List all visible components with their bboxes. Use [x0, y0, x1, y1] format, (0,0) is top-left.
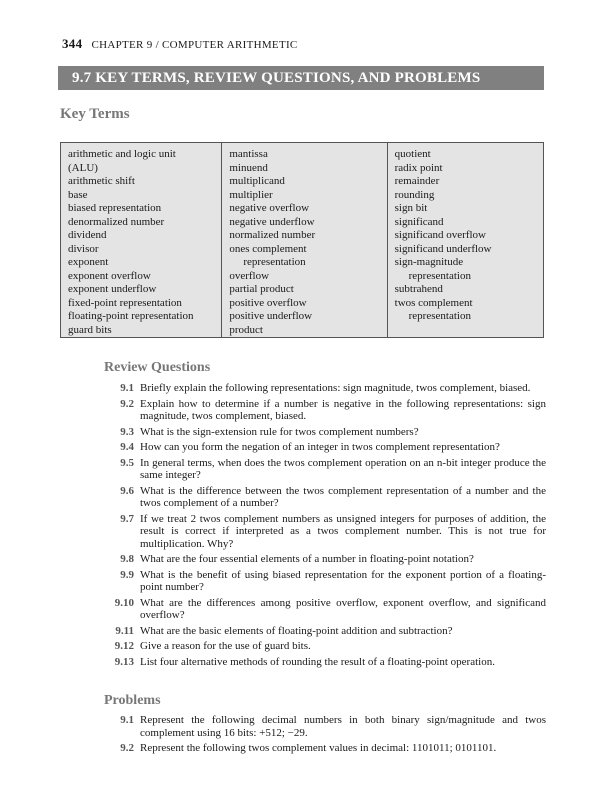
key-term: arithmetic and logic unit [68, 148, 176, 160]
key-term: radix point [394, 161, 443, 174]
key-term: significand [394, 215, 444, 228]
question-text: What is the benefit of using biased representation for the exponent portion of a floating-point number? [140, 568, 546, 593]
key-term: product [229, 323, 263, 336]
key-term: representation [243, 256, 306, 268]
key-term: floating-point representation [68, 310, 194, 322]
key-term: positive overflow [229, 296, 307, 309]
question-text: List four alternative methods of rounding the result of a floating-point operation. [140, 655, 495, 668]
key-term: arithmetic shift [68, 175, 135, 187]
question-number: 9.5 [120, 456, 134, 469]
key-term: significand underflow [394, 242, 492, 255]
key-term: representation [408, 269, 471, 282]
key-term: sign bit [394, 202, 428, 214]
question-text: In general terms, when does the twos complement operation on an n-bit integer produce the same integer? [140, 456, 546, 481]
key-term: biased representation [68, 202, 162, 214]
problem [104, 742, 546, 755]
review-question [104, 597, 546, 622]
key-term: ones complement [229, 242, 307, 255]
question-text: How can you form the negation of an integer in twos complement representation? [140, 441, 500, 453]
review-question [104, 625, 546, 638]
key-term: exponent overflow [68, 269, 151, 282]
problem-text: Represent the following twos complement values in decimal: 1101011; 0101101. [140, 742, 497, 754]
question-text: Give a reason for the use of guard bits. [140, 640, 311, 652]
question-number: 9.2 [120, 397, 134, 410]
key-terms-column-2 [221, 143, 386, 337]
question-number: 9.7 [120, 512, 134, 525]
review-question [104, 513, 546, 551]
question-text: What are the four essential elements of a number in floating-point notation? [140, 553, 474, 565]
key-term: negative overflow [229, 202, 310, 214]
review-question [104, 553, 546, 566]
review-question [104, 656, 546, 669]
review-question [104, 382, 546, 395]
key-term: rounding [394, 188, 435, 201]
key-term: divisor [68, 242, 99, 255]
key-terms-heading: Key Terms [60, 106, 130, 122]
key-term: multiplier [229, 188, 273, 201]
key-term: negative underflow [229, 215, 315, 228]
key-term: normalized number [229, 229, 316, 241]
chapter-title: CHAPTER 9 / COMPUTER ARITHMETIC [91, 39, 298, 51]
question-number: 9.12 [114, 640, 134, 652]
key-term: sign-magnitude [394, 256, 464, 268]
key-term: quotient [394, 148, 431, 160]
key-term: denormalized number [68, 215, 165, 228]
key-terms-column-1 [61, 143, 221, 337]
review-question [104, 569, 546, 594]
question-number: 9.9 [120, 568, 134, 581]
question-number: 9.10 [114, 596, 134, 609]
problem-number: 9.2 [120, 742, 134, 754]
key-term: remainder [394, 175, 440, 187]
problem-number: 9.1 [120, 714, 134, 726]
key-term: twos complement [394, 296, 473, 309]
question-number: 9.6 [120, 484, 134, 497]
problem [104, 714, 546, 739]
key-term: (ALU) [68, 161, 98, 174]
key-term: representation [408, 310, 471, 322]
review-questions-list [104, 382, 546, 671]
key-term: exponent [68, 256, 109, 268]
key-term: fixed-point representation [68, 296, 182, 309]
review-question [104, 426, 546, 439]
key-term: partial product [229, 283, 294, 295]
review-question [104, 398, 546, 423]
key-term: base [68, 188, 88, 201]
running-head [62, 36, 298, 52]
section-banner: 9.7 KEY TERMS, REVIEW QUESTIONS, AND PROBLEMS [58, 66, 544, 90]
question-text: What is the difference between the twos complement representation of a number and the twos complement of a number? [140, 484, 546, 509]
key-term: dividend [68, 229, 107, 241]
key-terms-table [60, 142, 544, 338]
question-number: 9.4 [120, 441, 134, 453]
question-number: 9.11 [115, 624, 134, 637]
question-number: 9.3 [120, 425, 134, 438]
question-text: What are the differences among positive overflow, exponent overflow, and significand overflow? [140, 596, 546, 621]
key-term: overflow [229, 269, 270, 282]
question-number: 9.13 [114, 655, 134, 668]
question-text: What is the sign-extension rule for twos complement numbers? [140, 425, 419, 438]
key-term: positive underflow [229, 310, 313, 322]
question-number: 9.1 [120, 382, 134, 394]
page-number: 344 [62, 36, 83, 51]
review-question [104, 640, 546, 653]
key-term: minuend [229, 161, 268, 174]
key-term: exponent underflow [68, 283, 157, 295]
review-question [104, 441, 546, 454]
key-term: subtrahend [394, 283, 443, 295]
key-term: mantissa [229, 148, 268, 160]
problems-list [104, 714, 546, 758]
question-text: If we treat 2 twos complement numbers as unsigned integers for purposes of addition, the result is correct if interpreted as a twos complement number. This is not true for multiplication. Why? [140, 512, 546, 550]
key-term: multiplicand [229, 175, 285, 187]
key-term: guard bits [68, 323, 112, 336]
review-questions-heading: Review Questions [104, 360, 211, 375]
question-number: 9.8 [120, 553, 134, 565]
key-term: significand overflow [394, 229, 486, 241]
problems-heading: Problems [104, 693, 161, 708]
key-terms-column-3 [387, 143, 543, 337]
question-text: Explain how to determine if a number is negative in the following representations: sign magnitude, twos complement, biased. [140, 397, 546, 422]
review-question [104, 457, 546, 482]
review-question [104, 485, 546, 510]
problem-text: Represent the following decimal numbers in both binary sign/magnitude and twos complement using 16 bits: +512; −29. [140, 714, 546, 739]
question-text: Briefly explain the following representations: sign magnitude, twos complement, biased. [140, 382, 531, 394]
question-text: What are the basic elements of floating-point addition and subtraction? [140, 624, 453, 637]
